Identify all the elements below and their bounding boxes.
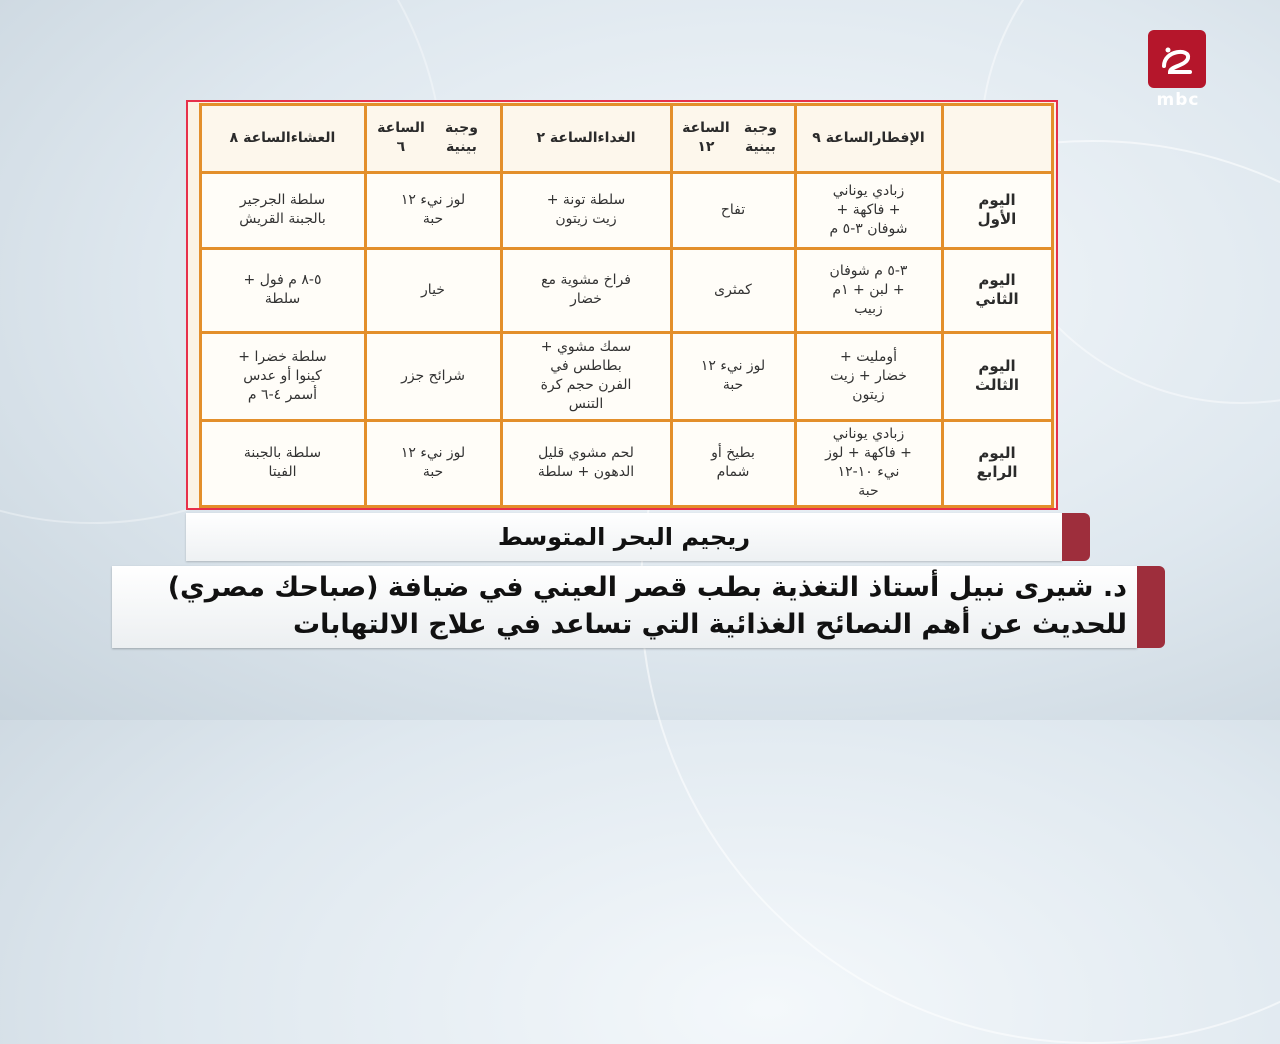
table-meal-cell: لحم مشوي قليل الدهون + سلطة <box>500 419 673 508</box>
header-meal-time: الساعة ٩ <box>812 129 874 146</box>
channel-logo <box>1148 30 1208 116</box>
logo-brand-text: mbc <box>1156 90 1200 110</box>
table-meal-cell: سمك مشوي + بطاطس في الفرن حجم كرة التنس <box>500 331 673 422</box>
table-meal-cell: خيار <box>364 247 503 334</box>
table-header-cell <box>199 103 367 174</box>
table-meal-cell: بطيخ أو شمام <box>670 419 797 508</box>
table-meal-cell: فراخ مشوية مع خضار <box>500 247 673 334</box>
table-meal-cell: سلطة تونة + زيت زيتون <box>500 171 673 250</box>
table-header-cell <box>670 103 797 174</box>
table-meal-cell: زبادي يوناني + فاكهة + شوفان ٣-٥ م <box>794 171 944 250</box>
diet-table-panel <box>186 100 1058 510</box>
header-meal-time: الساعة ٦ <box>377 120 425 155</box>
mbc-masr-logo-icon <box>1154 36 1200 82</box>
table-day-cell: اليوم الرابع <box>941 419 1054 508</box>
table-meal-cell: سلطة خضرا + كينوا أو عدس أسمر ٤-٦ م <box>199 331 367 422</box>
table-meal-cell: كمثرى <box>670 247 797 334</box>
title-bar <box>186 513 1062 561</box>
table-meal-cell: لوز نيء ١٢ حبة <box>670 331 797 422</box>
table-meal-cell: زبادي يوناني + فاكهة + لوز نيء ١٠-١٢ حبة <box>794 419 944 508</box>
table-meal-cell: ٥-٨ م فول + سلطة <box>199 247 367 334</box>
table-meal-cell: لوز نيء ١٢ حبة <box>364 419 503 508</box>
subtitle-bar-accent <box>1137 566 1165 648</box>
table-meal-cell: أومليت + خضار + زيت زيتون <box>794 331 944 422</box>
header-meal-name: العشاء <box>290 129 336 146</box>
table-meal-cell: سلطة الجرجير بالجبنة القريش <box>199 171 367 250</box>
logo-badge <box>1148 30 1206 88</box>
diet-table <box>192 104 1052 506</box>
table-header-cell <box>500 103 673 174</box>
header-meal-time: الساعة ٨ <box>229 129 291 146</box>
title-bar-accent <box>1062 513 1090 561</box>
header-meal-name: وجبة بينية <box>444 120 478 155</box>
table-day-cell: اليوم الأول <box>941 171 1054 250</box>
header-meal-name: الإفطار <box>873 129 925 146</box>
table-day-cell: اليوم الثاني <box>941 247 1054 334</box>
subtitle-bar <box>112 566 1137 648</box>
table-meal-cell: تفاح <box>670 171 797 250</box>
caption-title: ريجيم البحر المتوسط <box>497 523 751 551</box>
table-meal-cell: شرائح جزر <box>364 331 503 422</box>
table-meal-cell: ٣-٥ م شوفان + لبن + ١م زبيب <box>794 247 944 334</box>
header-meal-time: الساعة ١٢ <box>682 120 730 155</box>
table-header-cell <box>794 103 944 174</box>
caption-line-2: للحديث عن أهم النصائح الغذائية التي تساعد في علاج الالتهابات <box>292 609 1127 640</box>
table-meal-cell: سلطة بالجبنة الفيتا <box>199 419 367 508</box>
table-meal-cell: لوز نيء ١٢ حبة <box>364 171 503 250</box>
header-meal-name: وجبة بينية <box>743 120 777 155</box>
table-day-cell: اليوم الثالث <box>941 331 1054 422</box>
header-meal-name: الغداء <box>597 129 636 146</box>
table-header-cell <box>364 103 503 174</box>
caption-line-1: د. شيرى نبيل أستاذ التغذية بطب قصر العيني في ضيافة (صباحك مصري) <box>167 572 1127 603</box>
header-meal-time: الساعة ٢ <box>536 129 598 146</box>
table-corner-cell <box>941 103 1054 174</box>
